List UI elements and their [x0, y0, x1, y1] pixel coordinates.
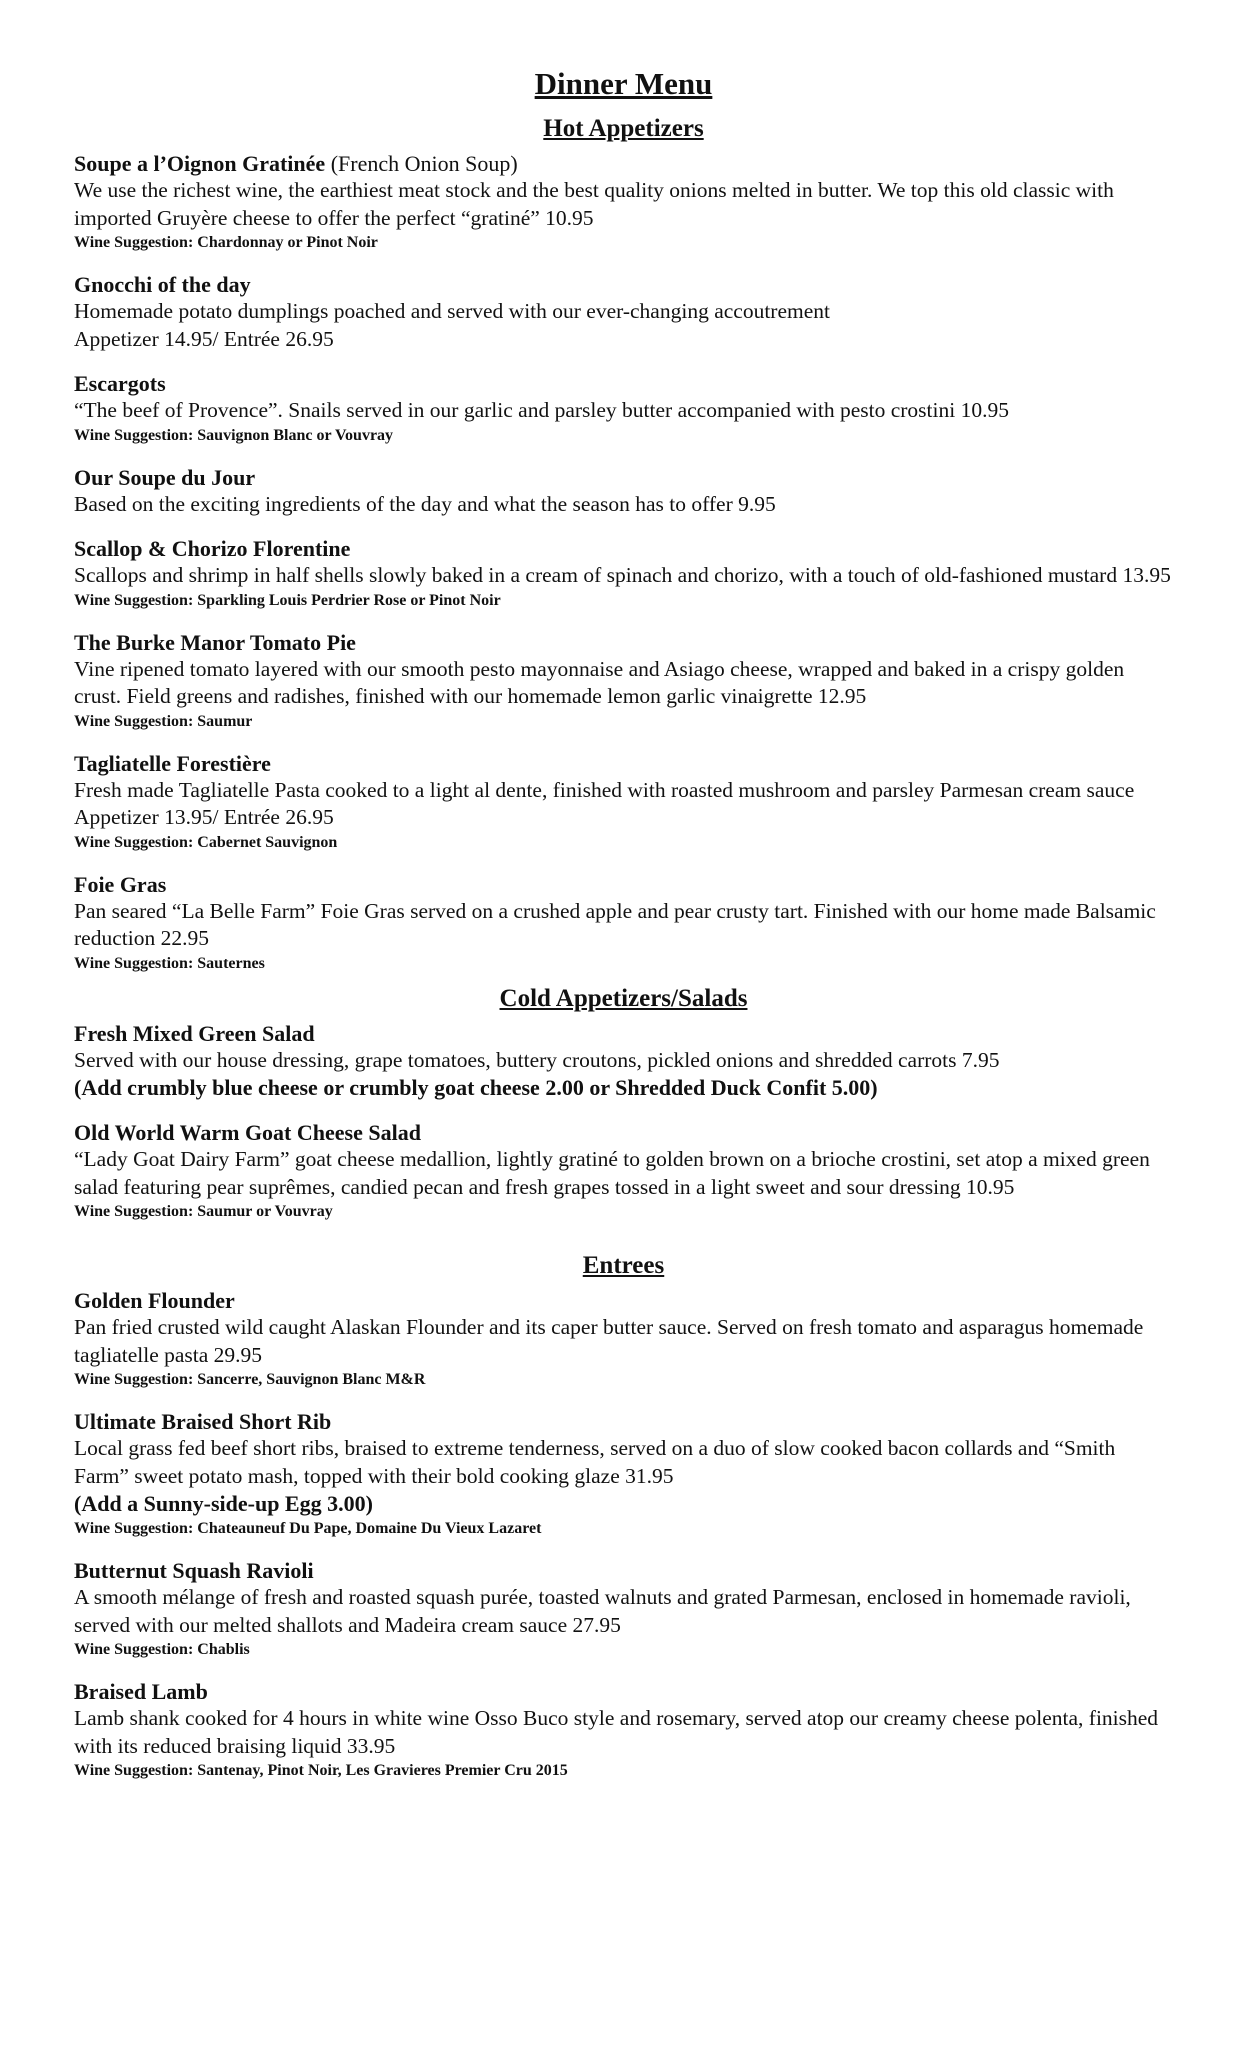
menu-item-foie-gras [74, 871, 1173, 975]
item-name-note: (French Onion Soup) [325, 151, 518, 176]
item-description: Fresh made Tagliatelle Pasta cooked to a light al dente, finished with roasted mushroom and parsley Parmesan cream sauce Appetizer 13.95/ Entrée 26.95 [74, 777, 1160, 829]
menu-item-tomato-pie [74, 629, 1173, 733]
menu-item-french-onion-soup [74, 150, 1173, 254]
wine-suggestion: Wine Suggestion: Santenay, Pinot Noir, Les Gravieres Premier Cru 2015 [74, 1762, 568, 1779]
item-addon: (Add a Sunny-side-up Egg 3.00) [74, 1491, 373, 1516]
wine-suggestion: Wine Suggestion: Chardonnay or Pinot Noir [74, 234, 378, 251]
item-addon: (Add crumbly blue cheese or crumbly goat cheese 2.00 or Shredded Duck Confit 5.00) [74, 1075, 878, 1100]
item-prices: Appetizer 14.95/ Entrée 26.95 [74, 326, 334, 351]
item-description: Pan seared “La Belle Farm” Foie Gras served on a crushed apple and pear crusty tart. Finished with our home made Balsamic reduction 22.95 [74, 898, 1156, 950]
menu-item-scallop-chorizo [74, 535, 1173, 612]
item-description: A smooth mélange of fresh and roasted squash purée, toasted walnuts and grated Parmesan, enclosed in homemade ravioli, served with our melted shallots and Madeira cream sauce 27.95 [74, 1585, 1131, 1637]
menu-item-short-rib [74, 1408, 1173, 1540]
wine-suggestion: Wine Suggestion: Cabernet Sauvignon [74, 833, 338, 851]
item-name: Fresh Mixed Green Salad [74, 1020, 315, 1046]
item-name: Tagliatelle Forestière [74, 750, 271, 776]
section-title-entrees: Entrees [582, 1252, 665, 1279]
item-name: Butternut Squash Ravioli [74, 1558, 314, 1583]
item-description: Local grass fed beef short ribs, braised to extreme tenderness, served on a duo of slow cooked bacon collards and “Smith Farm” sweet potato mash, topped with their bold cooking glaze 31.95 [74, 1436, 1116, 1488]
item-description: “Lady Goat Dairy Farm” goat cheese medallion, lightly gratiné to golden brown on a brioche crostini, set atop a mixed green salad featuring pear suprêmes, candied pecan and fresh grapes tossed in a light sweet and sour dressing 10.95 [74, 1147, 1150, 1199]
item-name: Foie Gras [74, 871, 167, 897]
item-name: Scallop & Chorizo Florentine [74, 536, 351, 561]
item-name: Escargots [74, 371, 166, 396]
item-description: Vine ripened tomato layered with our smooth pesto mayonnaise and Asiago cheese, wrapped and baked in a crispy golden crust. Field greens and radishes, finished with our homemade lemon garlic vinaigrette 12.95 [74, 656, 1125, 708]
menu-item-tagliatelle [74, 750, 1173, 854]
menu-title: Dinner Menu [534, 66, 713, 101]
menu-item-goat-cheese-salad [74, 1119, 1173, 1223]
item-name: Gnocchi of the day [74, 272, 251, 297]
menu-item-soupe-du-jour [74, 464, 1173, 519]
item-description: “The beef of Provence”. Snails served in our garlic and parsley butter accompanied with pesto crostini 10.95 [74, 398, 1009, 422]
item-description: Based on the exciting ingredients of the day and what the season has to offer 9.95 [74, 491, 776, 516]
item-name: Braised Lamb [74, 1679, 208, 1704]
menu-item-mixed-green-salad [74, 1020, 1173, 1103]
wine-suggestion: Wine Suggestion: Saumur [74, 712, 253, 730]
item-description: Lamb shank cooked for 4 hours in white wine Osso Buco style and rosemary, served atop our creamy cheese polenta, finished with its reduced braising liquid 33.95 [74, 1706, 1159, 1758]
wine-suggestion: Wine Suggestion: Chateauneuf Du Pape, Domaine Du Vieux Lazaret [74, 1520, 542, 1537]
section-title-hot-appetizers: Hot Appetizers [543, 115, 704, 142]
item-description: Served with our house dressing, grape tomatoes, buttery croutons, pickled onions and shredded carrots 7.95 [74, 1047, 1000, 1072]
wine-suggestion: Wine Suggestion: Sancerre, Sauvignon Blanc M&R [74, 1371, 426, 1388]
wine-suggestion: Wine Suggestion: Sauternes [74, 954, 265, 972]
section-title-cold-appetizers: Cold Appetizers/Salads [499, 984, 748, 1012]
item-description: Homemade potato dumplings poached and served with our ever-changing accoutrement [74, 299, 830, 323]
item-description: Scallops and shrimp in half shells slowly baked in a cream of spinach and chorizo, with a touch of old-fashioned mustard 13.95 [74, 563, 1171, 587]
wine-suggestion: Wine Suggestion: Sauvignon Blanc or Vouvray [74, 426, 394, 444]
item-description: Pan fried crusted wild caught Alaskan Flounder and its caper butter sauce. Served on fresh tomato and asparagus homemade tagliatelle pasta 29.95 [74, 1315, 1144, 1367]
menu-item-golden-flounder [74, 1287, 1173, 1391]
item-name: Soupe a l’Oignon Gratinée [74, 151, 326, 176]
menu-item-braised-lamb [74, 1678, 1173, 1782]
wine-suggestion: Wine Suggestion: Chablis [74, 1641, 250, 1658]
item-description: We use the richest wine, the earthiest meat stock and the best quality onions melted in butter. We top this old classic with imported Gruyère cheese to offer the perfect “gratiné” 10.95 [74, 178, 1114, 230]
menu-item-squash-ravioli [74, 1557, 1173, 1661]
item-name: Old World Warm Goat Cheese Salad [74, 1120, 421, 1145]
item-name: Ultimate Braised Short Rib [74, 1409, 332, 1434]
item-name: Golden Flounder [74, 1288, 235, 1313]
item-name: The Burke Manor Tomato Pie [74, 629, 356, 655]
wine-suggestion: Wine Suggestion: Sparkling Louis Perdrier Rose or Pinot Noir [74, 591, 501, 609]
menu-item-gnocchi [74, 271, 1173, 353]
wine-suggestion: Wine Suggestion: Saumur or Vouvray [74, 1203, 333, 1220]
item-name: Our Soupe du Jour [74, 464, 256, 490]
menu-item-escargots [74, 370, 1173, 447]
